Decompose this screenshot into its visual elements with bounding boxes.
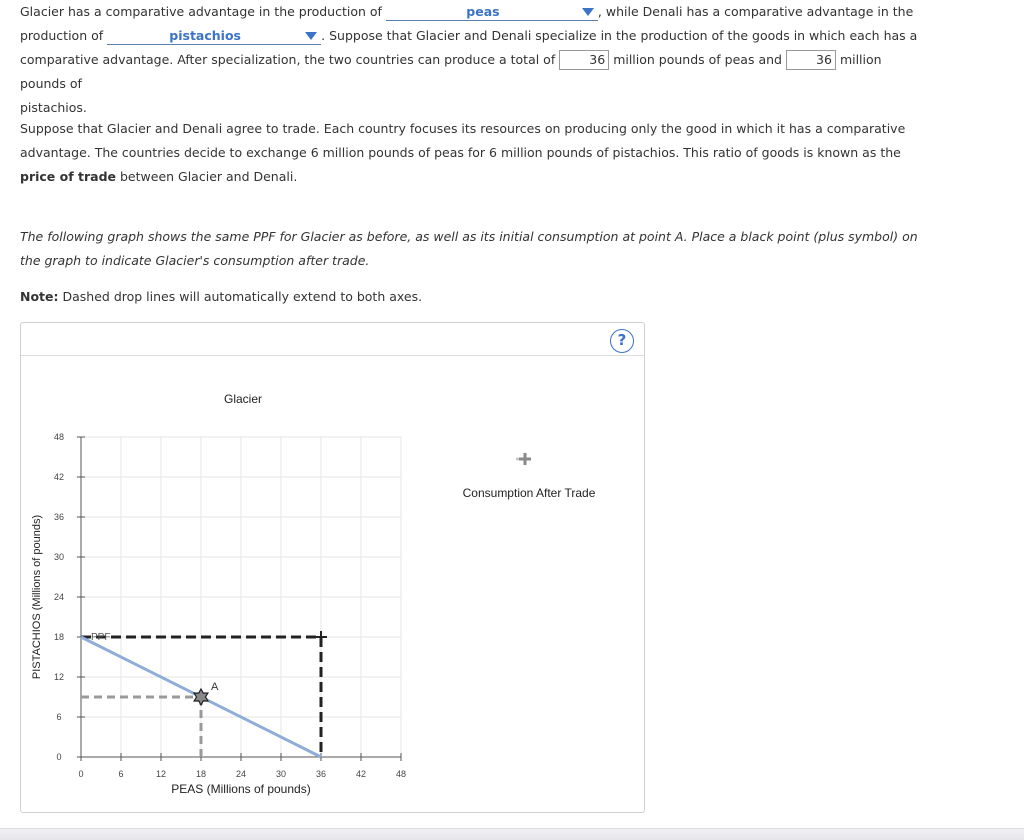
pistachios-total-input[interactable]: 36 <box>786 50 836 70</box>
y-tick-label: 0 <box>56 752 62 762</box>
para1-text: million pounds of <box>20 52 882 91</box>
x-tick-label: 0 <box>78 769 84 779</box>
y-tick-label: 48 <box>53 432 65 442</box>
x-tick-label: 12 <box>155 769 167 779</box>
para2-text: Suppose that Glacier and Denali agree to trade. Each country focuses its resources on producing only the good in which it has a comparative advantage. The countries decide to exchange 6 million pounds of peas for 6 million pounds of pistachios. This ratio of goods is known as the <box>20 121 906 160</box>
para1-text: Glacier has a comparative advantage in the production of <box>20 4 382 19</box>
para1-text: . Suppose that Glacier and Denali specialize in the production of the goods in which each has a <box>321 28 918 43</box>
chart-points[interactable] <box>194 631 327 705</box>
plus-icon[interactable] <box>519 453 531 465</box>
x-tick-label: 42 <box>355 769 367 779</box>
consumption-after-trade-point[interactable] <box>315 631 327 643</box>
legend-label: Consumption After Trade <box>462 486 596 500</box>
x-tick-label: 30 <box>275 769 287 779</box>
help-icon[interactable]: ? <box>610 329 634 353</box>
para1-text: pistachios. <box>20 100 87 115</box>
para1-text: million pounds of peas and <box>613 52 782 67</box>
para1-text: , while Denali has a comparative advantage in the <box>597 4 914 19</box>
x-tick-label: 18 <box>195 769 207 779</box>
point-a-label: A <box>211 681 219 693</box>
y-tick-label: 30 <box>53 552 65 562</box>
point-a-marker[interactable] <box>194 689 208 705</box>
para1-text: comparative advantage. After specialization, the two countries can produce a total of <box>20 52 556 67</box>
x-tick-label: 24 <box>235 769 247 779</box>
y-tick-label: 42 <box>53 472 65 482</box>
para3-text: The following graph shows the same PPF for Glacier as before, as well as its initial consumption at point A. Place a black point (plus symbol) on the graph to indicate Glacier's consumption after trade. <box>20 229 918 268</box>
y-tick-label: 6 <box>56 712 62 722</box>
peas-total-input[interactable]: 36 <box>559 50 609 70</box>
x-tick-label: 6 <box>118 769 124 779</box>
y-tick-label: 12 <box>53 672 65 682</box>
x-axis-label: PEAS (Millions of pounds) <box>171 782 311 796</box>
chart-grid <box>81 437 401 757</box>
x-tick-label: 48 <box>395 769 407 779</box>
chart-title: Glacier <box>223 392 263 406</box>
price-of-trade-term: price of trade <box>20 169 117 184</box>
note-label: Note: <box>20 289 59 304</box>
y-tick-label: 36 <box>53 512 65 522</box>
ppf-label: PPF <box>91 632 111 643</box>
chart-axes <box>54 432 406 779</box>
dropdown-value: pistachios <box>169 28 241 43</box>
y-tick-label: 24 <box>53 592 65 602</box>
y-tick-label: 18 <box>53 632 65 642</box>
x-tick-label: 36 <box>315 769 327 779</box>
note-text: Dashed drop lines will automatically extend to both axes. <box>62 289 423 304</box>
para1-text: production of <box>20 28 104 43</box>
dropdown-value: peas <box>466 4 500 19</box>
para2-text: between Glacier and Denali. <box>120 169 298 184</box>
bottom-scroll-bar <box>0 828 1024 840</box>
y-axis-label: PISTACHIOS (Millions of pounds) <box>31 514 43 680</box>
consumption-after-trade-tool[interactable] <box>463 453 596 500</box>
